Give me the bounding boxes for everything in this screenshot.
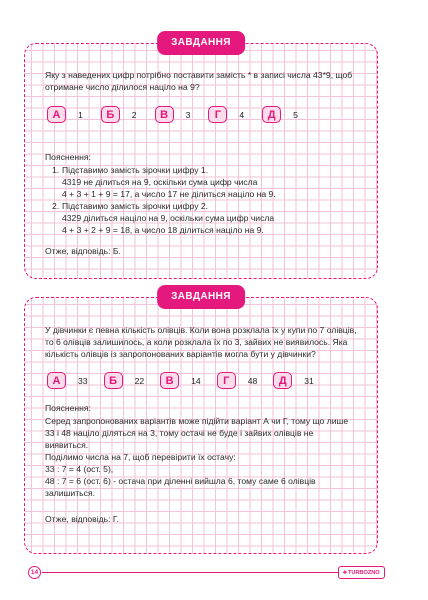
step-line: Підставимо замість зірочки цифру 2. (62, 201, 209, 211)
explanation-step (52, 164, 362, 200)
explanation-line: Серед запропонованих варіантів може підійти варіант А чи Г, тому що лише (45, 416, 349, 426)
explanation-line: залишиться. (45, 488, 95, 498)
explanation-steps (52, 164, 362, 236)
step-line: 4329 ділиться націло на 9, оскільки сума цифр числа (62, 213, 275, 223)
task-label: ЗАВДАННЯ (157, 31, 245, 55)
task-card-2 (24, 291, 378, 554)
option-letter: А (47, 372, 66, 389)
step-number: 1. (52, 165, 60, 175)
explanation-line: 33 : 7 = 4 (ост. 5), (45, 464, 114, 474)
option-letter: Д (262, 106, 281, 123)
task-question: Яку з наведених цифр потрібно поставити замість * в записі числа 43*9, щоб отримане число ділилося націло на 9? (45, 70, 353, 92)
explanation-line: Поділимо числа на 7, щоб перевірити їх остачу: (45, 452, 236, 462)
task-card-1 (24, 37, 378, 279)
option-value: 48 (247, 375, 258, 386)
page-number: 14 (28, 566, 41, 579)
option-letter: Г (208, 106, 227, 123)
option-letter: Д (273, 372, 292, 389)
option-value: 4 (239, 109, 245, 120)
option-letter: Б (104, 372, 123, 389)
option-value: 1 (78, 109, 83, 120)
option-a[interactable] (47, 372, 88, 389)
option-d[interactable] (273, 372, 314, 389)
option-value: 31 (304, 375, 314, 386)
option-v[interactable] (155, 106, 191, 123)
option-value: 14 (191, 375, 201, 386)
step-number: 2. (52, 201, 60, 211)
option-value: 33 (78, 375, 88, 386)
option-value: 2 (131, 109, 137, 120)
explanation-title: Пояснення: (45, 403, 91, 413)
option-v[interactable] (160, 372, 201, 389)
explanation-title: Пояснення: (45, 152, 91, 162)
step-line: Підставимо замість зірочки цифру 1. (62, 165, 209, 175)
task-question: У дівчинки є певна кількість олівців. Коли вона розклала їх у купи по 7 олівців, то 6 олівців залишилось, а коли розклала їх по 3, зайвих не виявилось. Яка кількість олівців із запропонованих варіантів могла бути у дівчинки? (45, 325, 357, 359)
step-line: 4 + 3 + 2 + 9 = 18, а число 18 ділиться націло на 9. (62, 225, 264, 235)
brand-icon: ♣ (343, 569, 347, 576)
option-g[interactable] (217, 372, 258, 389)
answer-text: Отже, відповідь: Г. (45, 514, 119, 524)
answer-options (47, 372, 314, 389)
option-letter: Б (101, 106, 120, 123)
option-value: 3 (185, 109, 191, 120)
option-value: 5 (293, 109, 298, 120)
option-letter: Г (217, 372, 236, 389)
explanation-step (52, 200, 362, 236)
option-value: 22 (134, 375, 145, 386)
explanation-line: 48 : 7 = 6 (ост. 6) - остача при діленні вийшла 6, тому саме 6 олівців (45, 476, 316, 486)
step-line: 4319 не ділиться на 9, оскільки сума цифр числа (62, 177, 258, 187)
option-b[interactable] (104, 372, 145, 389)
explanation-line: виявиться. (45, 440, 89, 450)
option-letter: В (155, 106, 174, 123)
option-a[interactable] (47, 106, 83, 123)
task-label: ЗАВДАННЯ (157, 285, 245, 309)
option-letter: А (47, 106, 66, 123)
answer-options (47, 106, 298, 123)
answer-text: Отже, відповідь: Б. (45, 246, 121, 256)
explanation-body (45, 415, 363, 499)
step-line: 4 + 3 + 1 + 9 = 17, а число 17 не ділиться націло на 9. (62, 189, 276, 199)
option-letter: В (160, 372, 179, 389)
footer-divider (42, 572, 338, 573)
option-b[interactable] (101, 106, 137, 123)
option-d[interactable] (262, 106, 298, 123)
brand-logo (338, 566, 385, 579)
option-g[interactable] (208, 106, 244, 123)
brand-name: TURBOZNO (347, 569, 380, 576)
explanation-line: 33 і 48 націло діляться на 3, тому остачі не буде і зайвих олівців не (45, 428, 314, 438)
